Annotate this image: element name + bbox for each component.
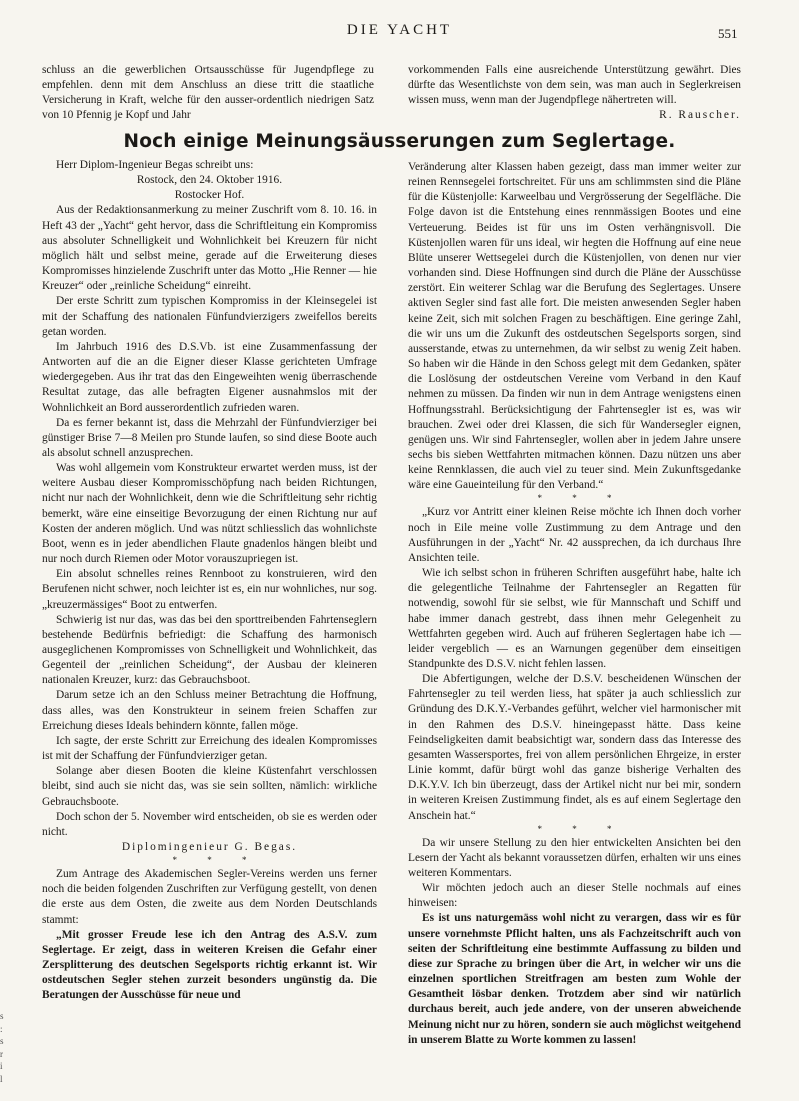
running-header-title: DIE YACHT [346,22,453,38]
page-number: 551 [718,26,738,41]
article-column-right [408,160,741,1048]
margin-mark: : [0,1023,3,1034]
margin-mark: i [0,1061,3,1072]
paragraph: Die Abfertigungen, welche der D.S.V. bescheidenen Wünschen der Fahrtensegler zu teil werden liess, hat später ja auch schliesslich zur Gründung des D.K.Y.-Verbandes geführt, welcher viel harmonischer mit in den Rahmen des D.S.V. hineingepasst hätte. Dass keine Feindseligkeiten damit beabsichtigt war, sondern dass das Interesse des gesamten Wassersportes, frei von allem persönlichen Ehrgeize, in erster Linie kommt, dafür bürgt wohl das ganze bisherige Verhalten des D.K.Y.V. Ich bin überzeugt, dass der Artikel nicht nur bei mir, sondern in weiteren Kreisen Zustimmung findet, als es auf einem Seglertage den Anschein hat.“ [408,673,741,822]
margin-mark: s [0,1011,4,1021]
paragraph: Solange aber diesen Booten die kleine Küstenfahrt verschlossen bleibt, sind auch sie nicht das, was sie sein sollten, nämlich: wirkliche Gebrauchsboote. [42,765,377,808]
paragraph: Da es ferner bekannt ist, dass die Mehrzahl der Fünfundvierziger bei günstiger Brise 7—8 Meilen pro Stunde laufen, so sind diese Boote auch als absolut schnell anzusprechen. [42,416,377,459]
paragraph: vorkommenden Falls eine ausreichende Unterstützung gewährt. Dies dürfte das Wesentlichste von dem sein, was man auch in Seglerkreisen wissen muss, wenn man der Jugendpflege nähertreten will. [408,64,741,107]
continued-article-left [42,63,374,124]
section-divider-stars: * * * [172,855,261,866]
section-divider-stars: * * * [537,493,626,504]
binding-margin-marks [0,1010,10,1086]
article-column-left [42,158,377,1004]
margin-mark: r [0,1048,3,1059]
paragraph: „Kurz vor Antritt einer kleinen Reise möchte ich Ihnen doch vorher noch in Eile meine volle Zustimmung zu dem Antrage und den Ausführungen in der „Yacht“ Nr. 42 aussprechen, da ich durchaus Ihre Ansichten teile. [408,506,741,564]
paragraph: Da wir unsere Stellung zu den hier entwickelten Ansichten bei den Lesern der Yacht als bekannt voraussetzen dürfen, erhalten wir uns eines weiteren Kommentars. [408,836,741,879]
paragraph: Wir möchten jedoch auch an dieser Stelle nochmals auf eines hinweisen: [408,882,741,910]
continued-article-right [408,63,741,124]
margin-mark: l [0,1073,3,1084]
section-divider-stars: * * * [537,823,626,834]
paragraph: Schwierig ist nur das, was das bei den sporttreibenden Fahrtenseglern bestehende Bedürfnis befriedigt: die Schaffung des harmonisch ausgeglichenen Kompromisses von Schnelligkeit und Wohnlichkeit, das Gegenteil der „reinlichen Scheidung“, der Ausbau der kleineren nationalen Kreuzer, kurz: das Gebrauchsboot. [42,613,377,687]
paragraph: Darum setze ich an den Schluss meiner Betrachtung die Hoffnung, dass alles, was den Konstrukteur in seinem freien Schaffen zur Erreichung dieses Ideals behindern könnte, fallen möge. [42,689,377,732]
letter-place: Rostocker Hof. [174,189,245,202]
paragraph-quote: „Mit grosser Freude lese ich den Antrag des A.S.V. zum Seglertage. Er zeigt, dass in weiteren Kreisen die Gefahr einer Zersplitterung des deutschen Segelsports richtig erkannt ist. Wir ostdeutschen Segler stehen zurzeit besonders ungünstig da. Die Beratungen der Ausschüsse für neue und [42,928,377,1002]
author-signature: R. Rauscher. [659,109,741,122]
paragraph: Es ist uns naturgemäss wohl nicht zu verargen, dass wir es für unsere vornehmste Pflicht halten, uns als Fachzeitschrift auch von seiten der Schriftleitung eine bestimmte Auffassung zu bilden und diese zur Sprache zu bringen über die Art, in welcher wir uns die einzelnen sportlichen Streitfragen am besten zum Wohle der Gesamtheit lösbar denken. Trotzdem aber sind wir natürlich durchaus bereit, auch jede andere, von der unseren abweichende Meinung nicht nur zu hören, sondern sie auch möglichst weitgehend in unserem Blatte zu Worte kommen zu lassen! [408,912,741,1046]
author-signature: Diplomingenieur G. Begas. [121,841,298,854]
intro-line: Herr Diplom-Ingenieur Begas schreibt uns: [56,159,254,171]
paragraph: Im Jahrbuch 1916 des D.S.Vb. ist eine Zusammenfassung der Antworten auf die an die Eigner dieser Klasse gerichteten Umfrage wiedergegeben. Aus ihr trat das den Eingeweihten wenig überraschende Resultat zutage, das alle befragten Eigener ausnahmslos mit der Wohnlichkeit an Bord ausserordentlich zufrieden waren. [42,340,377,414]
paragraph: schluss an die gewerblichen Ortsausschüsse für Jugendpflege zu empfehlen. denn mit dem Anschluss an diese tritt die staatliche Versicherung in Kraft, welche für den ausser-ordentlich niedrigen Satz von 10 Pfennig je Kopf und Jahr [42,64,374,122]
paragraph: Was wohl allgemein vom Konstrukteur erwartet werden muss, ist der weitere Ausbau dieser Kompromisschöpfung nach beiden Richtungen, nicht nur nach der Wohnlichkeit, denn wie die Schriftleitung sehr richtig bemerkt, wäre eine einseitige Bevorzugung der einen Richtung nur auf Kosten der anderen möglich. Und was nützt schliesslich das wohnlichste Boot, wenn es in jeder abendlichen Flaute gnadenlos hängen bleibt und nur noch durch Riemen oder Motor vorauszupriegen ist. [42,462,377,566]
paragraph: Der erste Schritt zum typischen Kompromiss in der Kleinsegelei ist mit der Schaffung des nationalen Fünfundvierzigers zweifellos bereits getan worden. [42,295,377,338]
article-title: Noch einige Meinungsäusserungen zum Seglertage. [123,131,676,152]
margin-mark: s [0,1036,4,1047]
paragraph: Ich sagte, der erste Schritt zur Erreichung des idealen Kompromisses ist mit der Schaffung der Fünfundvierziger getan. [42,734,377,763]
paragraph: Ein absolut schnelles reines Rennboot zu konstruieren, wird den Berufenen nicht schwer, noch leichter ist es, ein nur wohnliches, nur sog. „kreuzermässiges“ Boot zu entwerfen. [42,568,377,611]
paragraph: Doch schon der 5. November wird entscheiden, ob sie es werden oder nicht. [42,810,377,838]
paragraph: Aus der Redaktionsanmerkung zu meiner Zuschrift vom 8. 10. 16. in Heft 43 der „Yacht“ geht hervor, dass die Schriftleitung ein Kompromiss aus absoluter Schnelligkeit und Wohnlichkeit bei Kreuzern für nicht möglich hält und selbst meine, gerade auf die Erweiterung dieses Kompromisses hinzielende Zuschrift unter das Motto „Hie Renner — hie Kreuzer“ oder „reinliche Scheidung“ einreiht. [42,204,377,293]
letter-date: Rostock, den 24. Oktober 1916. [136,174,283,187]
paragraph: Zum Antrage des Akademischen Segler-Vereins werden uns ferner noch die beiden folgenden Zuschriften zur Verfügung gestellt, von denen die erste aus dem Osten, die zweite aus dem Norden Deutschlands stammt: [42,868,377,926]
paragraph: Veränderung alter Klassen haben gezeigt, dass man immer weiter zur reinen Rennsegelei fortschreitet. Für uns am schlimmsten sind die Pläne für die Küstenjolle: Karweelbau und Vergrösserung der Segelfläche. Die Folge davon ist die Entstehung eines rennmässigen Bootes und eine Verteuerung. Beides ist für uns im Osten verhängnisvoll. Die Küstenjollen waren für uns ideal, wir hegten die Hoffnung auf eine neue Blüte unserer Wettsegelei durch die Küstenjollen, von denen nur vier vorhanden sind. Diese Hoffnungen sind durch die Pläne der Ausschüsse zerstört. Ein weiterer Schlag war die Berufung des Seglertages. Unsere aktiven Segler sind fast alle fort. Die meisten anwesenden Segler haben keine Zeit, sich mit solchen Fragen zu beschäftigen. Eine geringe Zahl, die wir uns um die Zukunft des ostdeutschen Segelsports sorgen, sind ausserstande, etwas zu unternehmen, da wir selbst zu wenig Zeit haben. So haben wir die Hände in den Schoss gelegt mit dem Gedanken, später die Loslösung der ostdeutschen Vereine vom Verband in den Kauf nehmen zu müssen. Da finden wir nun in dem Antrage wenigstens einen Hoffnungsstrahl. Berücksichtigung der Fahrtensegler ist es, was wir brauchen. Zwei oder drei Klassen, die sich für Wandersegler eignen, genügen uns. Wir sind Fahrtensegler, wollen aber in jedem Jahre unsere sechs bis sieben Wettfahrten mitmachen können. Dazu nützen uns aber keine Rennklassen, die auch viel zu teuer sind. Mein Zukunftsgedanke wäre eine Gaueinteilung für den Verband.“ [408,161,741,492]
paragraph: Wie ich selbst schon in früheren Schriften ausgeführt habe, halte ich die gelegentliche Teilnahme der Fahrtensegler an Regatten für notwendig, sowohl für sie selbst, wie für Mannschaft und Schiff und habe immer danach gestrebt, dass ihnen mehr Gelegenheit zu Wettfahrten gegeben wird. Auch auf früheren Seglertagen habe ich — leider vergeblich — es an Warnungen gegenüber dem einseitigen Standpunkte des D.S.V. nicht fehlen lassen. [408,567,741,670]
